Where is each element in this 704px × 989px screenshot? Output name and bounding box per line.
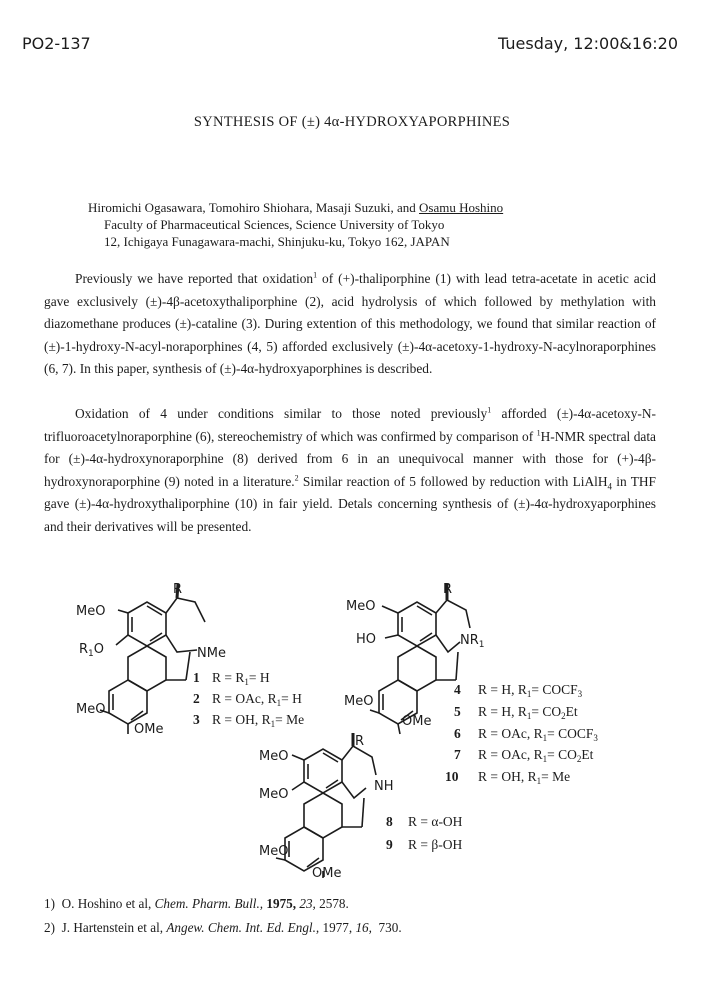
paragraph-2: Oxidation of 4 under conditions similar to those noted previously$^1$ afforded (±)-4α-acetoxy-N-trifluoroacetylnoraporphine (6), stereochemistry of which was confirmed by comparison of $^1$H-NMR spectral data for (±)-4α-hydroxynoraporphine (8) derived from 6 in an unequivocal manner with those for (+)-4β-hydroxynoraporphine (9) noted in a literature.$^2$ Similar reaction of 5 followed by reduction with LiAlH$_4$ in THF gave (±)-4α-hydroxythaliporphine (10) in fair yield. Detals concerning synthesis of (±)-4α-hydroxyaporphines and their derivatives will be presented. (44, 405, 656, 534)
compound-10: 10 R = OH, $R_1= Me$ (445, 769, 571, 786)
left-meo-top: MeO (76, 604, 106, 619)
address: 12, Ichigaya Funagawara-machi, Shinjuku-ku, Tokyo 162, JAPAN (104, 234, 450, 249)
compound-7: 7 R = OAc, $R_1= CO_2Et$ (454, 747, 594, 764)
author-names: Hiromichi Ogasawara, Tomohiro Shiohara, Masaji Suzuki, and Osamu Hoshino (88, 200, 504, 215)
bottom-nh: NH (374, 779, 394, 794)
nmr-superscript: 1 (536, 428, 541, 438)
compound-6: 6 R = OAc, $R_1=$ $COCF_3$ (454, 726, 598, 743)
right-ome: OMe (402, 714, 432, 729)
citation-1b: 1 (487, 405, 492, 415)
compound-4: 4 R = H, $R_1=$ $COCF_3$ (454, 682, 583, 699)
right-meo-bottom: MeO (344, 694, 374, 709)
compound-3: 3 R = OH, $R_1= Me$ (193, 712, 305, 729)
lialh4-subscript: 4 (607, 481, 613, 492)
right-r-label: R (443, 582, 453, 597)
left-meo-bottom: MeO (76, 702, 106, 717)
citation-1: 1 (313, 270, 318, 280)
citation-2: 2 (294, 473, 299, 483)
right-meo-top: MeO (346, 599, 376, 614)
compound-2: 2 R = OAc, $R_1= H$ (193, 691, 302, 708)
chemical-structures (0, 570, 704, 890)
compound-8: 8 R = α-OH (386, 814, 463, 829)
left-r-label: R (173, 582, 183, 597)
reference-2: 2) J. Hartenstein et al, Angew. Chem. Int. Ed. Engl., 1977, 16, 730. (44, 920, 402, 935)
paper-title: SYNTHESIS OF (±) 4α-HYDROXYAPORPHINES (193, 114, 511, 130)
right-ho: HO (356, 632, 377, 647)
bottom-meo-mid: MeO (259, 787, 289, 802)
left-ome: OMe (134, 722, 164, 737)
session-time: Tuesday, 12:00&16:20 (498, 34, 678, 53)
bottom-meo-bottom: MeO (259, 844, 289, 859)
presenting-author: Osamu Hoshino (419, 200, 504, 215)
bottom-r-label: R (355, 734, 365, 749)
compound-9: 9 R = β-OH (386, 837, 463, 852)
structure-hydroxy-bottom (276, 733, 376, 878)
compound-1: 1 $R = R_1= H$ (193, 670, 270, 687)
poster-code: PO2-137 (22, 34, 91, 53)
left-r1o: $R_1O$ (79, 642, 105, 659)
affiliation: Faculty of Pharmaceutical Sciences, Science University of Tokyo (104, 217, 445, 232)
left-nme: NMe (197, 646, 226, 661)
bottom-ome: OMe (312, 866, 342, 881)
author-block (88, 199, 503, 250)
paragraph-1: Previously we have reported that oxidation$^1$ of (+)-thaliporphine (1) with lead tetra-acetate in acetic acid gave exclusively (±)-4β-acetoxythaliporphine (2), acid hydrolysis of which followed by methylation with diazomethane produces (±)-cataline (3). During extention of this methodology, we found that similar reaction of (±)-1-hydroxy-N-acyl-noraporphines (4, 5) afforded exclusively (±)-4α-acetoxy-1-hydroxy-N-acylnoraporphines (6, 7). In this paper, synthesis of (±)-4α-hydroxyaporphines is described. (44, 270, 656, 376)
compound-5: 5 R = H, $R_1= CO_2Et$ (454, 704, 578, 721)
bottom-meo-top: MeO (259, 749, 289, 764)
structure-aporphine-left (100, 584, 205, 734)
reference-1: 1) O. Hoshino et al, Chem. Pharm. Bull., 1975, 23, 2578. (44, 896, 349, 911)
right-nr1: $NR_1$ (460, 633, 485, 650)
